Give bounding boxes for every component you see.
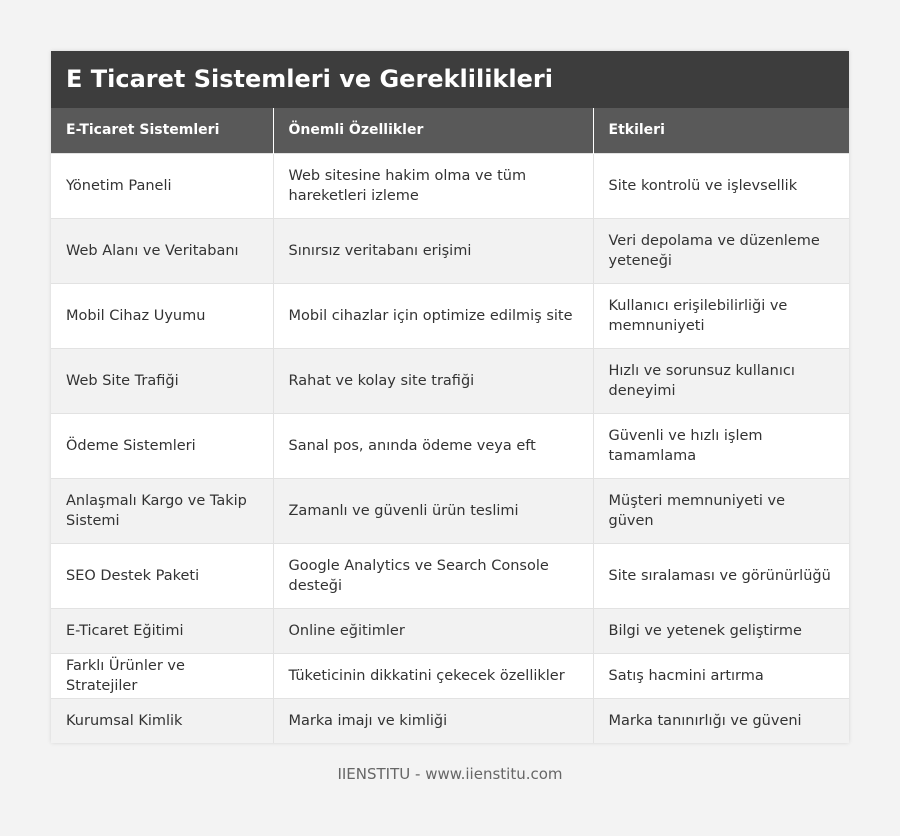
table-cell: Tüketicinin dikkatini çekecek özellikler xyxy=(273,653,593,698)
table-cell: Rahat ve kolay site trafiği xyxy=(273,348,593,413)
table-cell: Sanal pos, anında ödeme veya eft xyxy=(273,413,593,478)
table-cell: Kurumsal Kimlik xyxy=(51,698,273,743)
table-cell: Marka imajı ve kimliği xyxy=(273,698,593,743)
table-cell: Ödeme Sistemleri xyxy=(51,413,273,478)
table-cell: Sınırsız veritabanı erişimi xyxy=(273,218,593,283)
table-cell: Kullanıcı erişilebilirliği ve memnuniyeti xyxy=(593,283,849,348)
table-row xyxy=(51,413,849,478)
table-cell: Site kontrolü ve işlevsellik xyxy=(593,153,849,218)
table-cell: Web Site Trafiği xyxy=(51,348,273,413)
table-cell: Mobil cihazlar için optimize edilmiş site xyxy=(273,283,593,348)
table-cell: Anlaşmalı Kargo ve Takip Sistemi xyxy=(51,478,273,543)
table-cell: Yönetim Paneli xyxy=(51,153,273,218)
table-cell: Mobil Cihaz Uyumu xyxy=(51,283,273,348)
table-cell: Veri depolama ve düzenleme yeteneği xyxy=(593,218,849,283)
footer-credit: IIENSTITU - www.iienstitu.com xyxy=(337,765,563,783)
column-header: Önemli Özellikler xyxy=(273,108,593,153)
table-cell: Bilgi ve yetenek geliştirme xyxy=(593,608,849,653)
table-row xyxy=(51,348,849,413)
table-row xyxy=(51,218,849,283)
page-title: E Ticaret Sistemleri ve Gereklilikleri xyxy=(51,51,849,108)
table-row xyxy=(51,478,849,543)
table-row xyxy=(51,698,849,743)
table-cell: Site sıralaması ve görünürlüğü xyxy=(593,543,849,608)
table-cell: Hızlı ve sorunsuz kullanıcı deneyimi xyxy=(593,348,849,413)
table-cell: Müşteri memnuniyeti ve güven xyxy=(593,478,849,543)
table-cell: Satış hacmini artırma xyxy=(593,653,849,698)
table-cell: Web sitesine hakim olma ve tüm hareketleri izleme xyxy=(273,153,593,218)
table-row xyxy=(51,283,849,348)
table-cell: Web Alanı ve Veritabanı xyxy=(51,218,273,283)
data-table xyxy=(51,108,849,743)
table-cell: Güvenli ve hızlı işlem tamamlama xyxy=(593,413,849,478)
table-cell: Farklı Ürünler ve Stratejiler xyxy=(51,653,273,698)
table-row xyxy=(51,653,849,698)
table-card xyxy=(51,51,849,743)
table-cell: Marka tanınırlığı ve güveni xyxy=(593,698,849,743)
table-row xyxy=(51,608,849,653)
table-cell: Online eğitimler xyxy=(273,608,593,653)
table-cell: SEO Destek Paketi xyxy=(51,543,273,608)
table-cell: Google Analytics ve Search Console desteği xyxy=(273,543,593,608)
column-header: Etkileri xyxy=(593,108,849,153)
table-cell: Zamanlı ve güvenli ürün teslimi xyxy=(273,478,593,543)
table-row xyxy=(51,543,849,608)
table-cell: E-Ticaret Eğitimi xyxy=(51,608,273,653)
table-row xyxy=(51,153,849,218)
table-header-row xyxy=(51,108,849,153)
column-header: E-Ticaret Sistemleri xyxy=(51,108,273,153)
